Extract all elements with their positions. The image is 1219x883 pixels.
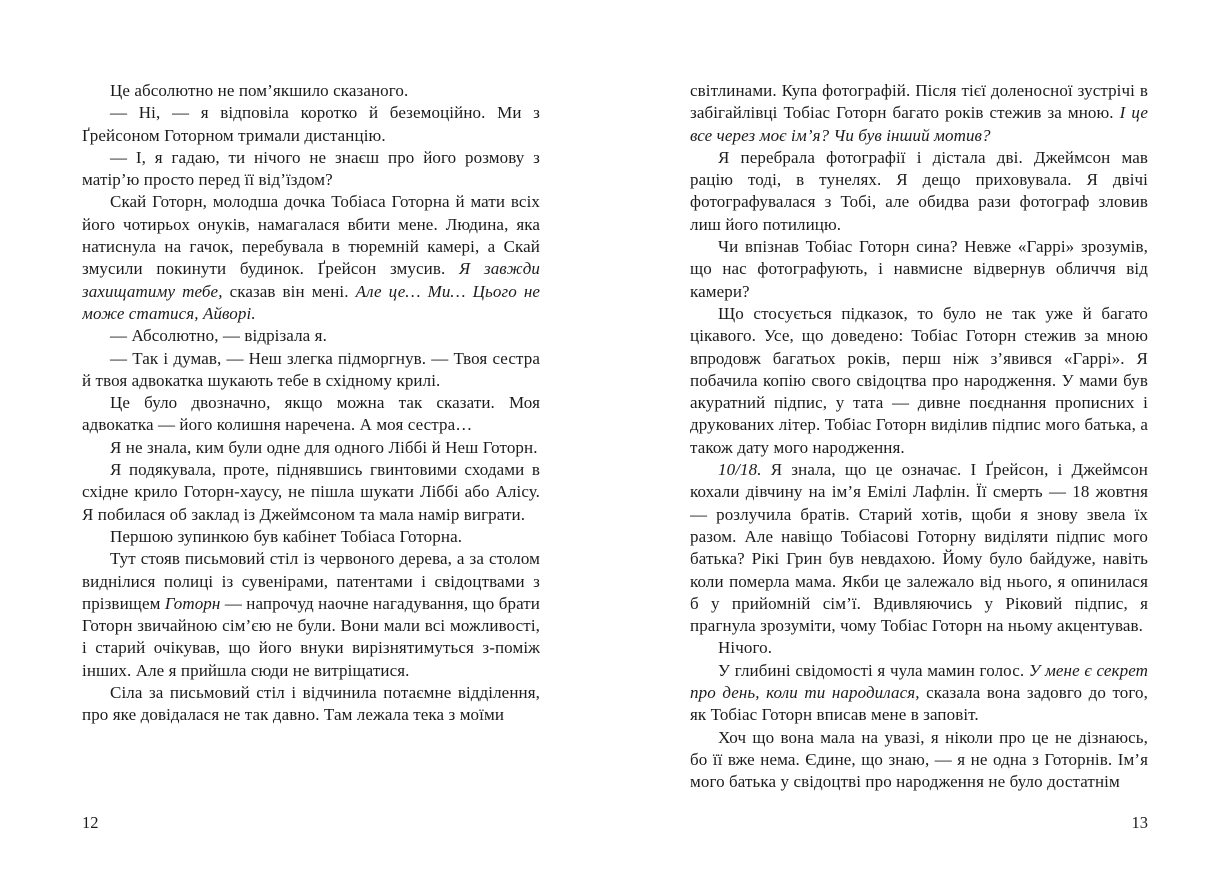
text-segment: — Абсолютно, — відрізала я. bbox=[110, 326, 327, 346]
text-segment: Першою зупинкою був кабінет Тобіаса Готорна. bbox=[110, 526, 463, 546]
paragraph bbox=[690, 236, 1148, 303]
page-number-right: 13 bbox=[1131, 813, 1148, 832]
paragraph bbox=[690, 303, 1148, 459]
page-left-text bbox=[82, 80, 540, 727]
text-segment: Я знала, що це означає. І Ґрейсон, і Джеймсон кохали дівчину на ім’я Емілі Лафлін. Її смерть — 18 жовтня — розлучила братів. Старий хотів, щоби я знову звела їх разом. Але навіщо Тобіасові Готорну виділяти підпис мого батька? Рікі Грин був невдахою. Йому було байдуже, навіть коли померла мама. Якби це залежало від нього, я опинилася б у прийомній сім’ї. Вдивляючись у Ріковий підпис, я прагнула зрозуміти, чому Тобіас Готорн на ньому акцентував. bbox=[690, 460, 1148, 636]
text-segment: Скай Готорн, молодша дочка Тобіаса Готорна й мати всіх його чотирьох онуків, намагалася вбити мене. Людина, яка натиснула на гачок, перебувала в тюремній камері, а Скай змусили покинути будинок. Ґрейсон змусив. bbox=[82, 192, 540, 279]
text-segment: Чи впізнав Тобіас Готорн сина? Невже «Гаррі» зрозумів, що нас фотографують, і навмисне відвернув обличчя від камери? bbox=[690, 237, 1148, 301]
page-number-left: 12 bbox=[82, 813, 99, 832]
text-segment: Я не знала, ким були одне для одного Ліббі й Неш Готорн. bbox=[110, 437, 538, 457]
text-segment: світлинами. Купа фотографій. Після тієї доленосної зустрічі в забігайлівці Тобіас Готорн багато років стежив за мною. bbox=[690, 81, 1148, 123]
text-segment: У глибині свідомості я чула мамин голос. bbox=[718, 660, 1029, 680]
paragraph bbox=[690, 727, 1148, 794]
text-segment: сказав він мені. bbox=[222, 281, 356, 301]
text-segment: Я подякувала, проте, піднявшись гвинтовими сходами в східне крило Готорн-хаусу, не пішла шукати Ліббі або Алісу. Я побилася об заклад із Джеймсоном та мала намір виграти. bbox=[82, 460, 540, 524]
italic-text-segment: У мене є секрет про день, коли ти народилася, bbox=[690, 660, 1148, 703]
text-segment: — напрочуд наочне нагадування, що брати Готорн звичайною сім’єю не були. Вони мали всі можливості, і старий очікував, що його внуки вирізнятимуться з-поміж інших. Але я прийшла сюди не витріщатися. bbox=[82, 593, 540, 680]
paragraph bbox=[690, 660, 1148, 727]
page-right-text bbox=[690, 80, 1148, 794]
paragraph bbox=[690, 459, 1148, 637]
paragraph bbox=[82, 682, 540, 727]
page-right bbox=[610, 0, 1219, 883]
italic-text-segment: 10/18. bbox=[718, 460, 762, 480]
text-segment: — І, я гадаю, ти нічого не знаєш про його розмову з матір’ю просто перед її від’їздом? bbox=[82, 147, 540, 190]
paragraph bbox=[82, 548, 540, 682]
text-segment: Сіла за письмовий стіл і відчинила потаємне відділення, про яке довідалася не так давно. Там лежала тека з моїми bbox=[82, 683, 540, 725]
paragraph bbox=[82, 147, 540, 192]
italic-text-segment: Готорн bbox=[164, 593, 221, 613]
italic-text-segment: Я завжди захищатиму тебе, bbox=[82, 259, 540, 301]
paragraph bbox=[690, 80, 1148, 147]
paragraph bbox=[82, 325, 540, 347]
italic-text-segment: І це все через моє ім’я? Чи був інший мотив? bbox=[690, 103, 1148, 145]
text-segment: Що стосується підказок, то було не так уже й багато цікавого. Усе, що доведено: Тобіас Готорн стежив за мною впродовж багатьох років, перш ніж з’явився «Гаррі». Я побачила копію свого свідоцтва про народження. У мами був акуратний підпис, у тата — дивне поєднання прописних і друкованих літер. Тобіас Готорн виділив підпис мого батька, а також дату мого народження. bbox=[690, 303, 1148, 457]
text-segment: сказала вона задовго до того, як Тобіас Готорн вписав мене в заповіт. bbox=[690, 683, 1148, 725]
paragraph bbox=[82, 102, 540, 147]
italic-text-segment: Але це… Ми… Цього не може статися, Айворі. bbox=[82, 281, 540, 323]
page-left bbox=[0, 0, 609, 883]
paragraph bbox=[690, 637, 1148, 659]
text-segment: Це абсолютно не пом’якшило сказаного. bbox=[110, 81, 409, 100]
text-segment: Я перебрала фотографії і дістала дві. Джеймсон мав рацію тоді, в тунелях. Я дещо приховувала. Я двічі фотографувалася з Тобі, але обидва рази фотограф зловив лиш його потилицю. bbox=[690, 147, 1148, 234]
text-segment: — Так і думав, — Неш злегка підморгнув. — Твоя сестра й твоя адвокатка шукають тебе в східному крилі. bbox=[82, 348, 540, 390]
paragraph bbox=[82, 80, 540, 102]
text-segment: Нічого. bbox=[718, 638, 773, 658]
text-segment: Це було двозначно, якщо можна так сказати. Моя адвокатка — його колишня наречена. А моя сестра… bbox=[82, 393, 540, 435]
text-segment: Тут стояв письмовий стіл із червоного дерева, а за столом виднілися полиці із сувенірами, патентами і свідоцтвами з прізвищем bbox=[82, 549, 540, 613]
paragraph bbox=[690, 147, 1148, 236]
paragraph bbox=[82, 348, 540, 393]
text-segment: — Ні, — я відповіла коротко й беземоційно. Ми з Ґрейсоном Готорном тримали дистанцію. bbox=[82, 103, 540, 145]
paragraph bbox=[82, 191, 540, 325]
paragraph bbox=[82, 437, 540, 459]
paragraph bbox=[82, 459, 540, 526]
paragraph bbox=[82, 526, 540, 548]
text-segment: Хоч що вона мала на увазі, я ніколи про це не дізнаюсь, бо її вже нема. Єдине, що знаю, — я не одна з Готорнів. Ім’я мого батька у свідоцтві про народження не було достатнім bbox=[690, 727, 1148, 792]
paragraph bbox=[82, 392, 540, 437]
